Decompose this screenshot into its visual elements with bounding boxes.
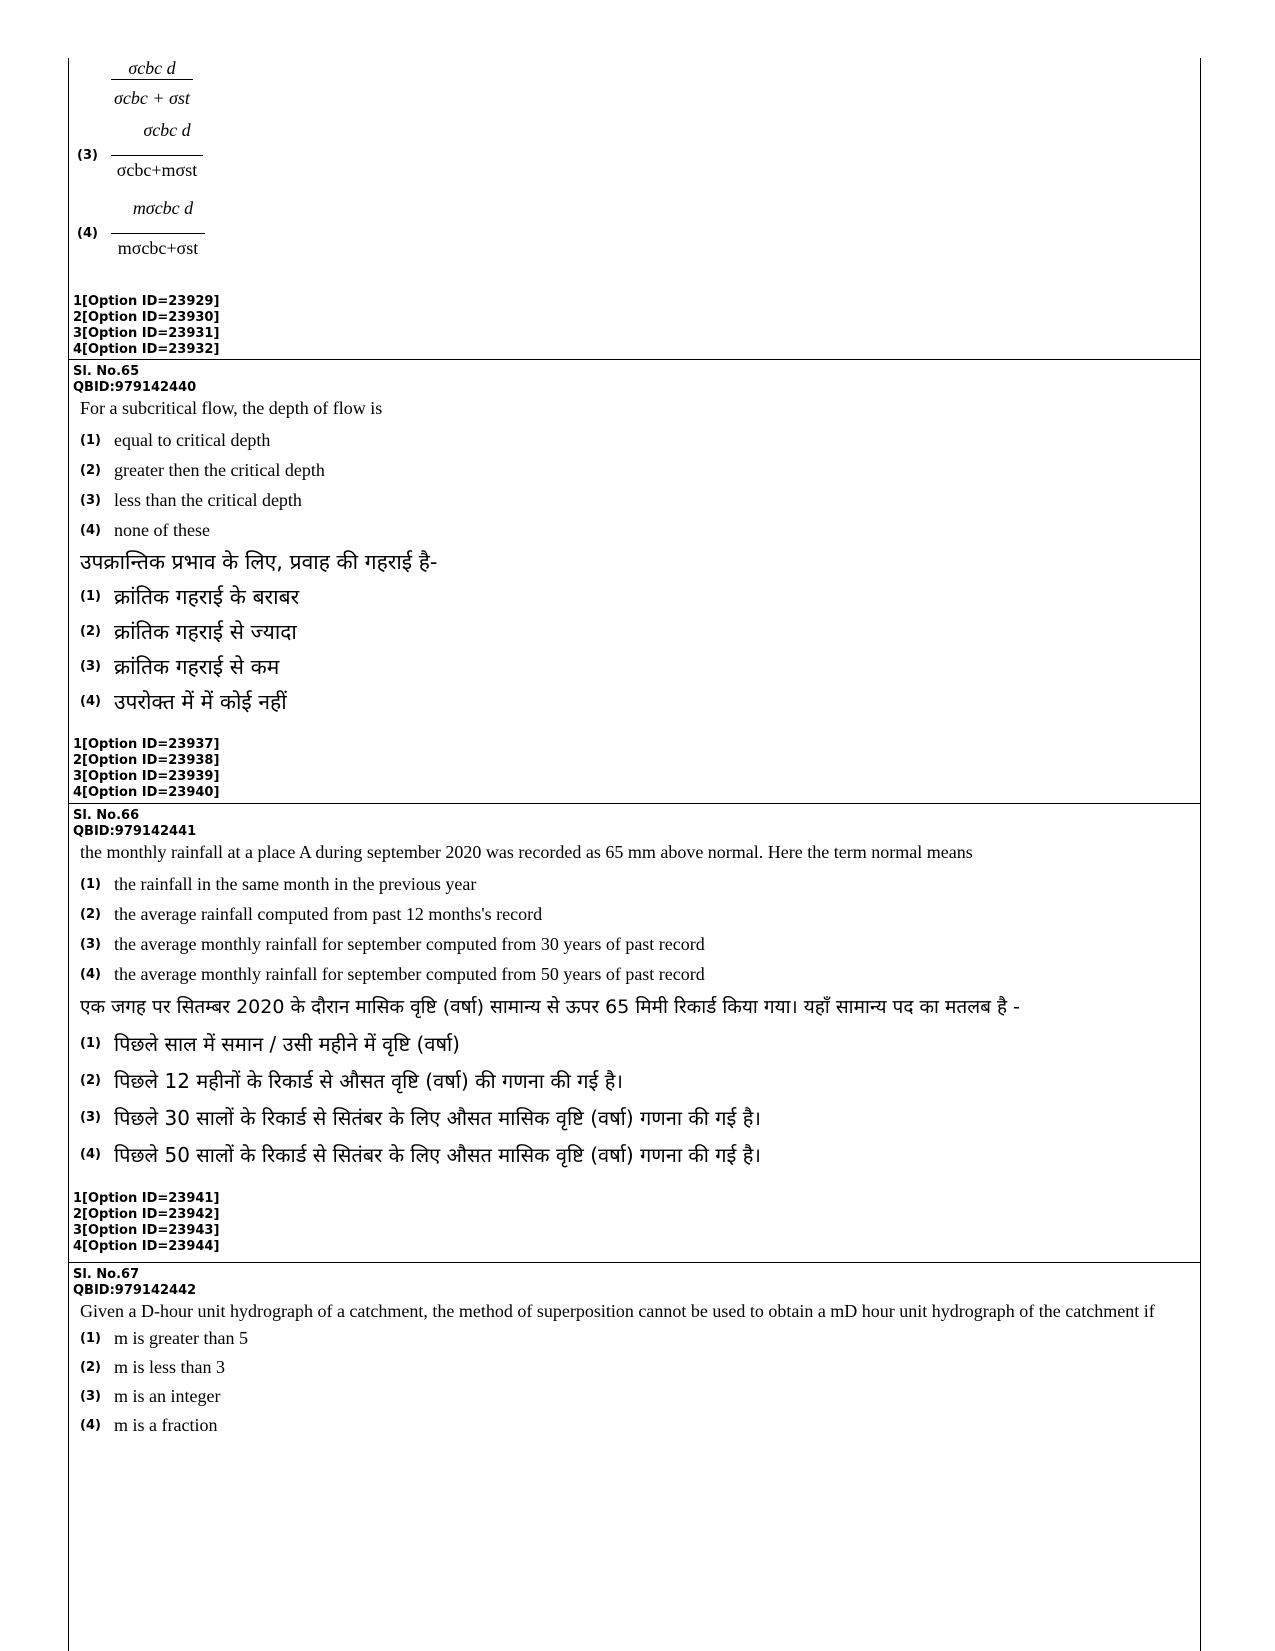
question-text-hi: उपक्रान्तिक प्रभाव के लिए, प्रवाह की गहराई है- [80, 550, 438, 574]
option-hi-1: (1) पिछले साल में समान / उसी महीने में वृष्टि (वर्षा) [80, 1032, 460, 1056]
question-text-en: Given a D-hour unit hydrograph of a catchment, the method of superposition cannot be used to obtain a mD hour unit hydrograph of the catchment if [80, 1301, 1155, 1321]
option-hi-3: (3) क्रांतिक गहराई से कम [80, 654, 280, 679]
prev-question-block: $\frac{\text{σcbc d}}{\text{σcbc + σst}}$ (3) $\frac{\text{σcbc d}}{\text{σcbc+mσst}}$ (4) $\frac{\text{mσcbc d}}{\text{mσcbc+σst}}$ 1[Option ID=23929] 2[Option ID=23930] 3[Option ID=23931] 4[Option ID=23932] [69, 58, 1200, 360]
option-id: 2[Option ID=23930] [73, 310, 220, 325]
qbid: QBID:979142442 [73, 1283, 197, 1298]
question-67-block [69, 1263, 1200, 1440]
option-id: 1[Option ID=23937] [73, 737, 220, 752]
option-id: 1[Option ID=23941] [73, 1191, 220, 1206]
option-hi-4: (4) पिछले 50 सालों के रिकार्ड से सितंबर के लिए औसत मासिक वृष्टि (वर्षा) गणना की गई है। [80, 1143, 761, 1167]
option-id-list [69, 719, 1200, 803]
question-paper-page [68, 58, 1201, 1651]
option-id: 3[Option ID=23943] [73, 1223, 220, 1238]
question-65-block [69, 360, 1200, 804]
option-id: 4[Option ID=23940] [73, 785, 220, 800]
option-en-2: (2) m is less than 3 [80, 1357, 225, 1377]
option-en-2: (2) the average rainfall computed from past 12 months's record [80, 903, 543, 924]
option-hi-3: (3) पिछले 30 सालों के रिकार्ड से सितंबर के लिए औसत मासिक वृष्टि (वर्षा) गणना की गई है। [80, 1106, 761, 1130]
option-en-1: (1) the rainfall in the same month in the previous year [80, 873, 477, 894]
option-en-1: (1) equal to critical depth [80, 429, 271, 450]
qbid: QBID:979142440 [73, 380, 197, 395]
option-2-formula: $\frac{\text{σcbc d}}{\text{σcbc + σst}}$ [111, 58, 193, 109]
qbid: QBID:979142441 [73, 824, 197, 839]
option-hi-2: (2) क्रांतिक गहराई से ज्यादा [80, 619, 297, 644]
option-id-list [69, 290, 219, 360]
serial-number: Sl. No.66 [73, 808, 140, 823]
option-id: 2[Option ID=23942] [73, 1207, 220, 1222]
option-en-4: (4) m is a fraction [80, 1415, 218, 1435]
question-text-hi: एक जगह पर सितम्बर 2020 के दौरान मासिक वृष्टि (वर्षा) सामान्य से ऊपर 65 मिमी रिकार्ड किया गया। यहाँ सामान्य पद का मतलब है - [80, 996, 1020, 1018]
option-en-4: (4) none of these [80, 519, 210, 540]
option-id: 3[Option ID=23931] [73, 326, 220, 341]
option-id: 4[Option ID=23944] [73, 1239, 220, 1254]
option-en-3: (3) the average monthly rainfall for september computed from 30 years of past record [80, 933, 705, 954]
option-hi-4: (4) उपरोक्त में में कोई नहीं [80, 689, 287, 714]
option-en-3: (3) m is an integer [80, 1386, 221, 1406]
option-id: 4[Option ID=23932] [73, 342, 220, 357]
option-en-2: (2) greater then the critical depth [80, 459, 325, 480]
question-text-en: For a subcritical flow, the depth of flow is [80, 398, 383, 418]
option-4-formula: $\frac{\text{mσcbc d}}{\text{mσcbc+σst}}$ [111, 198, 205, 259]
option-en-4: (4) the average monthly rainfall for september computed from 50 years of past record [80, 963, 705, 984]
option-en-1: (1) m is greater than 5 [80, 1328, 248, 1348]
option-3-formula: $\frac{\text{σcbc d}}{\text{σcbc+mσst}}$ [111, 120, 203, 181]
option-hi-1: (1) क्रांतिक गहराई के बराबर [80, 584, 300, 609]
question-66-block [69, 804, 1200, 1263]
option-id: 2[Option ID=23938] [73, 753, 220, 768]
option-id: 1[Option ID=23929] [73, 294, 220, 309]
option-id: 3[Option ID=23939] [73, 769, 220, 784]
serial-number: Sl. No.67 [73, 1267, 140, 1282]
option-en-3: (3) less than the critical depth [80, 489, 302, 510]
option-id-list [69, 1173, 1200, 1257]
serial-number: Sl. No.65 [73, 364, 140, 379]
question-text-en: the monthly rainfall at a place A during september 2020 was recorded as 65 mm above normal. Here the term normal means [80, 842, 973, 862]
option-hi-2: (2) पिछले 12 महीनों के रिकार्ड से औसत वृष्टि (वर्षा) की गणना की गई है। [80, 1069, 623, 1093]
